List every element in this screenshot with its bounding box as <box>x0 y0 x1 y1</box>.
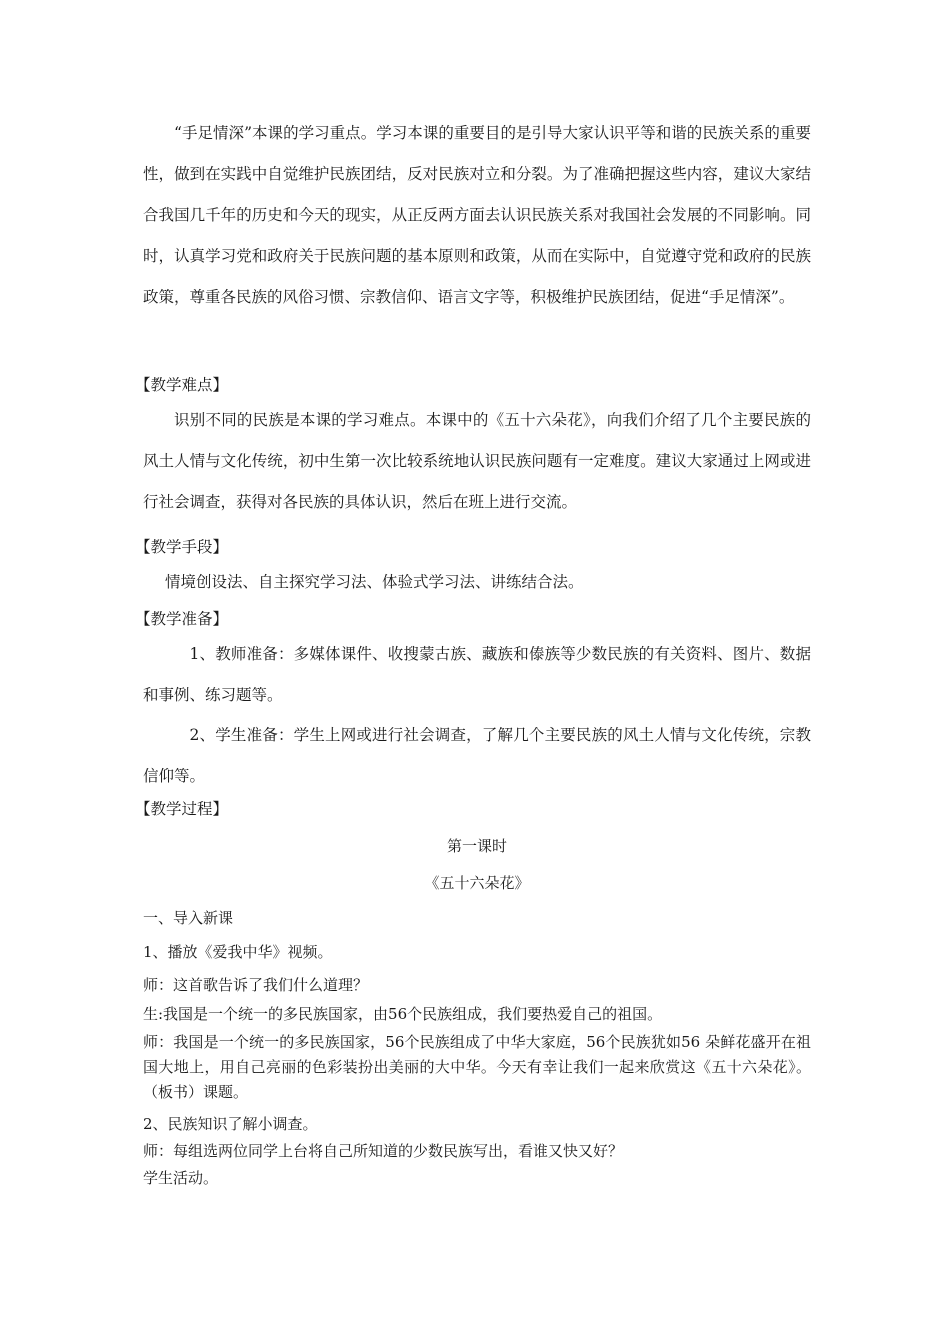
lesson-label: 第一课时 <box>446 837 507 855</box>
paragraph-teaching-difficulty: 识别不同的民族是本课的学习难点。本课中的《五十六朵花》，向我们介绍了几个主要民族的风土人情与文化传统，初中生第一次比较系统地认识民族问题有一定难度。建议大家通过上网或进行社会调查，获得对各民族的具体认识，然后在班上进行交流。 <box>143 411 811 511</box>
section-intro: 一、导入新课 <box>143 909 234 927</box>
teacher-statement-1: 师：我国是一个统一的多民族国家，56个民族组成了中华大家庭，56个民族犹如56 朵鲜花盛开在祖国大地上，用自己亮丽的色彩装扮出美丽的大中华。今天有幸让我们一起来欣赏这《五十六朵花》。（板书）课题。 <box>143 1033 811 1101</box>
paragraph-teaching-means: 情境创设法、自主探究学习法、体验式学习法、讲练结合法。 <box>165 573 584 591</box>
teacher-statement-2: 师：每组选两位同学上台将自己所知道的少数民族写出，看谁又快又好？ <box>143 1142 624 1160</box>
heading-teaching-prep: 【教学准备】 <box>135 610 229 628</box>
step-2: 2、民族知识了解小调查。 <box>143 1115 318 1133</box>
heading-teaching-means: 【教学手段】 <box>135 538 229 556</box>
teacher-question-1: 师：这首歌告诉了我们什么道理？ <box>143 976 369 994</box>
student-activity: 学生活动。 <box>143 1169 219 1187</box>
heading-teaching-difficulty: 【教学难点】 <box>135 376 229 394</box>
heading-teaching-process: 【教学过程】 <box>135 800 229 818</box>
step-1: 1、播放《爱我中华》视频。 <box>143 943 333 961</box>
paragraph-learning-focus: “手足情深”本课的学习重点。学习本课的重要目的是引导大家认识平等和谐的民族关系的重要性，做到在实践中自觉维护民族团结，反对民族对立和分裂。为了准确把握这些内容，建议大家结合我国几千年的历史和今天的现实，从正反两方面去认识民族关系对我国社会发展的不同影响。同时，认真学习党和政府关于民族问题的基本原则和政策，从而在实际中，自觉遵守党和政府的民族政策，尊重各民族的风俗习惯、宗教信仰、语言文字等，积极维护民族团结，促进“手足情深”。 <box>143 124 811 306</box>
student-answer-1: 生:我国是一个统一的多民族国家，由56个民族组成，我们要热爱自己的祖国。 <box>143 1005 663 1023</box>
paragraph-student-prep: 2、学生准备：学生上网或进行社会调查，了解几个主要民族的风土人情与文化传统，宗教信仰等。 <box>143 726 811 785</box>
lesson-title: 《五十六朵花》 <box>424 874 530 892</box>
paragraph-teacher-prep: 1、教师准备：多媒体课件、收搜蒙古族、藏族和傣族等少数民族的有关资料、图片、数据和事例、练习题等。 <box>143 645 811 704</box>
